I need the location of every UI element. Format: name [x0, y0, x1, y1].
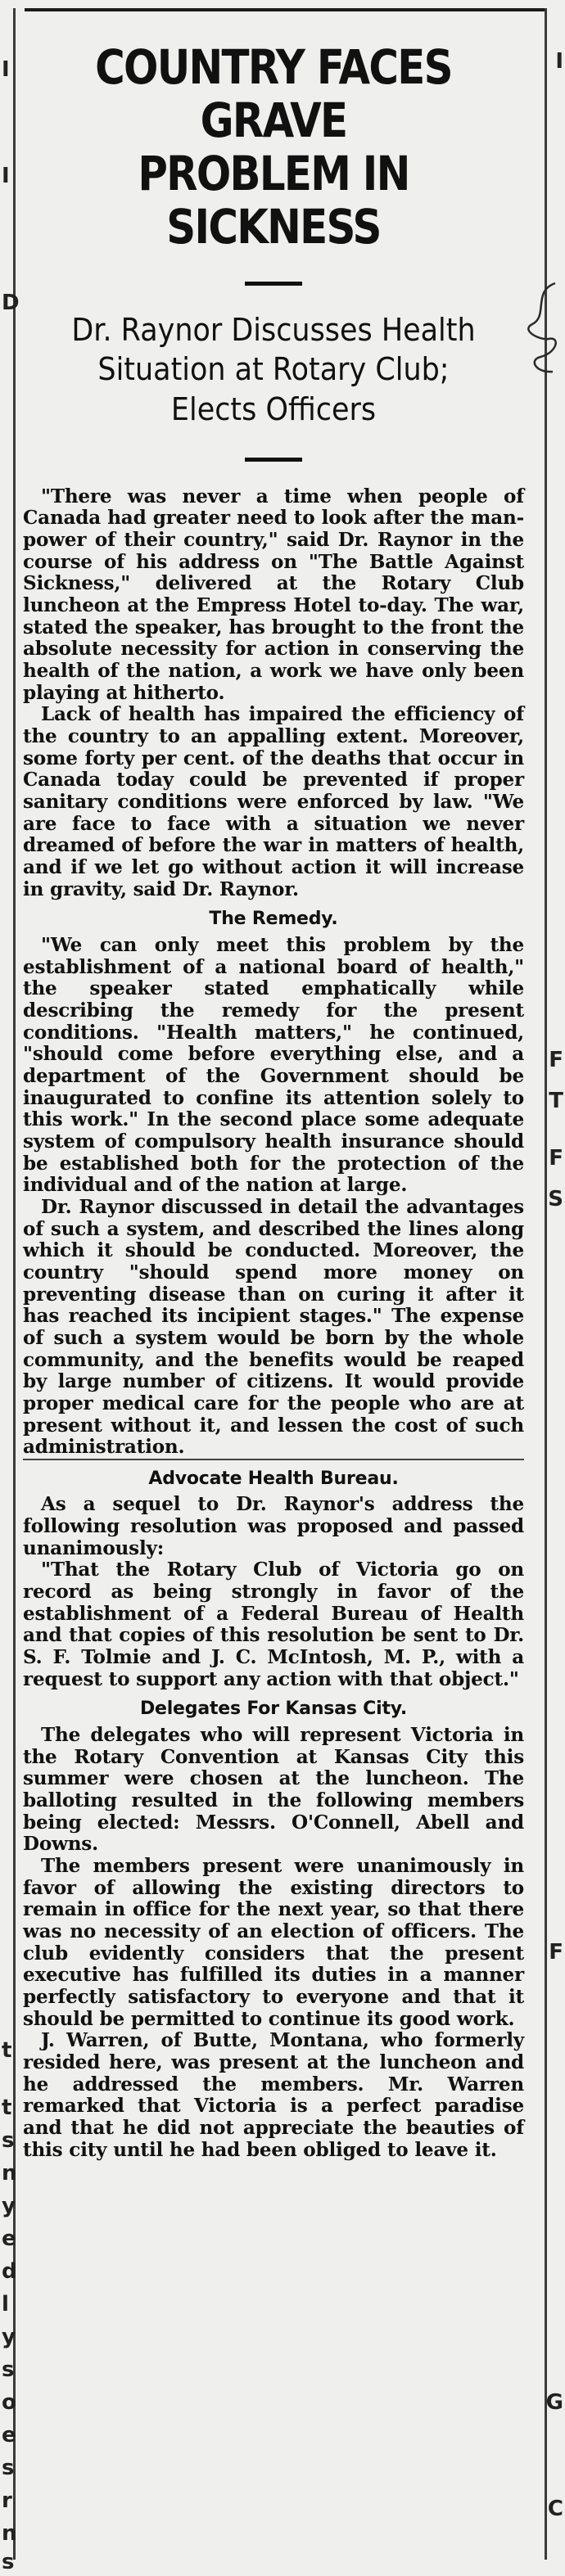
margin-fragment: t — [2, 2096, 12, 2120]
paragraph: Dr. Raynor discussed in detail the advantages of such a system, and described the lines along which it should be conducted. Moreover, the country "should spend more money on preventing disease than on curing it after it has reached its incipient stages." The expense of such a system would be born by the whole community, and the benefits would be reaped by large number of citizens. It would provide proper medical care for the people who are at present without it, and lessen the cost of such administration. — [23, 1195, 524, 1459]
headline — [58, 41, 489, 254]
paragraph: "There was never a time when people of Canada had greater need to look after the man-power of their country," said Dr. Raynor in the course of his address on "The Battle Against Sickness," delivered at the Rotary Club luncheon at the Empress Hotel to-day. The war, stated the speaker, has brought to the front the absolute necessity for action in conserving the health of the nation, a work we have only been playing at hitherto. — [23, 485, 524, 704]
margin-fragment: G — [545, 2390, 563, 2415]
margin-fragment: s — [2, 2128, 15, 2153]
article-column — [23, 20, 524, 2161]
margin-fragment: d — [2, 2259, 17, 2284]
paragraph: "We can only meet this problem by the establishment of a national board of health," the speaker stated emphatically while describing the remedy for the present conditions. "Health matters," he continued, "should come before everything else, and a department of the Government should be inaugurated to confine its attention solely to this work." In the second place some adequate system of compulsory health insurance should be established both for the protection of the individual and of the nation at large. — [23, 933, 524, 1197]
margin-fragment: S — [548, 1187, 563, 1211]
margin-fragment: t — [2, 2038, 12, 2063]
margin-fragment: I — [2, 164, 10, 188]
margin-fragment: F — [549, 1048, 563, 1072]
paragraph: The members present were unanimously in favor of allowing the existing directors to remain in office for the next year, so that there was no necessity of an election of officers. The club evidently considers that the present executive has fulfilled its duties in a manner perfectly satisfactory to everyone and that it should be permitted to continue its good work. — [23, 1854, 524, 2030]
paragraph: "That the Rotary Club of Victoria go on record as being strongly in favor of the establishment of a Federal Bureau of Health and that copies of this resolution be sent to Dr. S. F. Tolmie and J. C. McIntosh, M. P., with a request to support any action with that object." — [23, 1559, 524, 1690]
section-heading-bureau: Advocate Health Bureau. — [148, 1468, 399, 1489]
right-margin-fragments — [545, 0, 565, 2576]
headline-line-2: PROBLEM IN SICKNESS — [138, 145, 409, 255]
margin-fragment: e — [2, 2226, 16, 2251]
margin-fragment: F — [549, 1940, 563, 1965]
margin-fragment: s — [2, 2357, 15, 2382]
section-heading-remedy: The Remedy. — [209, 909, 338, 930]
paragraph: The delegates who will represent Victoria in the Rotary Convention at Kansas City this summer were chosen at the luncheon. The balloting resulted in the following members being elected: Messrs. O'Connell, Abell and Downs. — [23, 1723, 524, 1856]
margin-fragment: e — [2, 2423, 16, 2447]
margin-fragment: F — [549, 1146, 563, 1171]
paragraph: As a sequel to Dr. Raynor's address the following resolution was proposed and passed unanimously: — [23, 1493, 524, 1559]
paragraph: Lack of health has impaired the efficiency of the country to an appalling extent. Moreover, some forty per cent. of the deaths that occur in Canada today could be prevented if proper sanitary conditions were enforced by law. "We are face to face with a situation we never dreamed of before the war in matters of health, and if we let go without action it will increase in gravity, said Dr. Raynor. — [23, 703, 524, 900]
headline-line-1: COUNTRY FACES GRAVE — [95, 39, 452, 148]
margin-fragment: y — [2, 2325, 16, 2349]
margin-fragment: s — [2, 2550, 15, 2574]
margin-fragment: l — [2, 2292, 9, 2317]
margin-fragment: C — [547, 2497, 563, 2521]
paragraph: J. Warren, of Butte, Montana, who formerly resided here, was present at the luncheon and he addressed the members. Mr. Warren remarked that Victoria is a perfect paradise and that he did not appreciate the beauties of this city until he had been obliged to leave it. — [23, 2029, 524, 2161]
top-rule — [25, 8, 547, 11]
margin-fragment: r — [2, 2488, 12, 2513]
margin-fragment: n — [2, 2521, 17, 2546]
margin-fragment: o — [2, 2390, 16, 2415]
margin-fragment: D — [2, 291, 20, 315]
article-body — [23, 486, 524, 2162]
right-column-rule — [545, 8, 547, 2560]
left-margin-fragments — [0, 0, 20, 2576]
subheadline: Dr. Raynor Discusses Health Situation at Rotary Club; Elects Officers — [71, 311, 476, 428]
margin-fragment: I — [555, 49, 563, 74]
section-rule — [23, 1459, 524, 1460]
margin-fragment: s — [2, 2456, 15, 2480]
subhead-divider — [245, 458, 302, 462]
margin-fragment: y — [2, 2194, 16, 2218]
margin-fragment: n — [2, 2161, 17, 2186]
margin-fragment: T — [549, 1089, 563, 1113]
margin-fragment: I — [2, 57, 10, 82]
section-heading-delegates: Delegates For Kansas City. — [139, 1699, 408, 1720]
headline-divider — [245, 282, 302, 286]
